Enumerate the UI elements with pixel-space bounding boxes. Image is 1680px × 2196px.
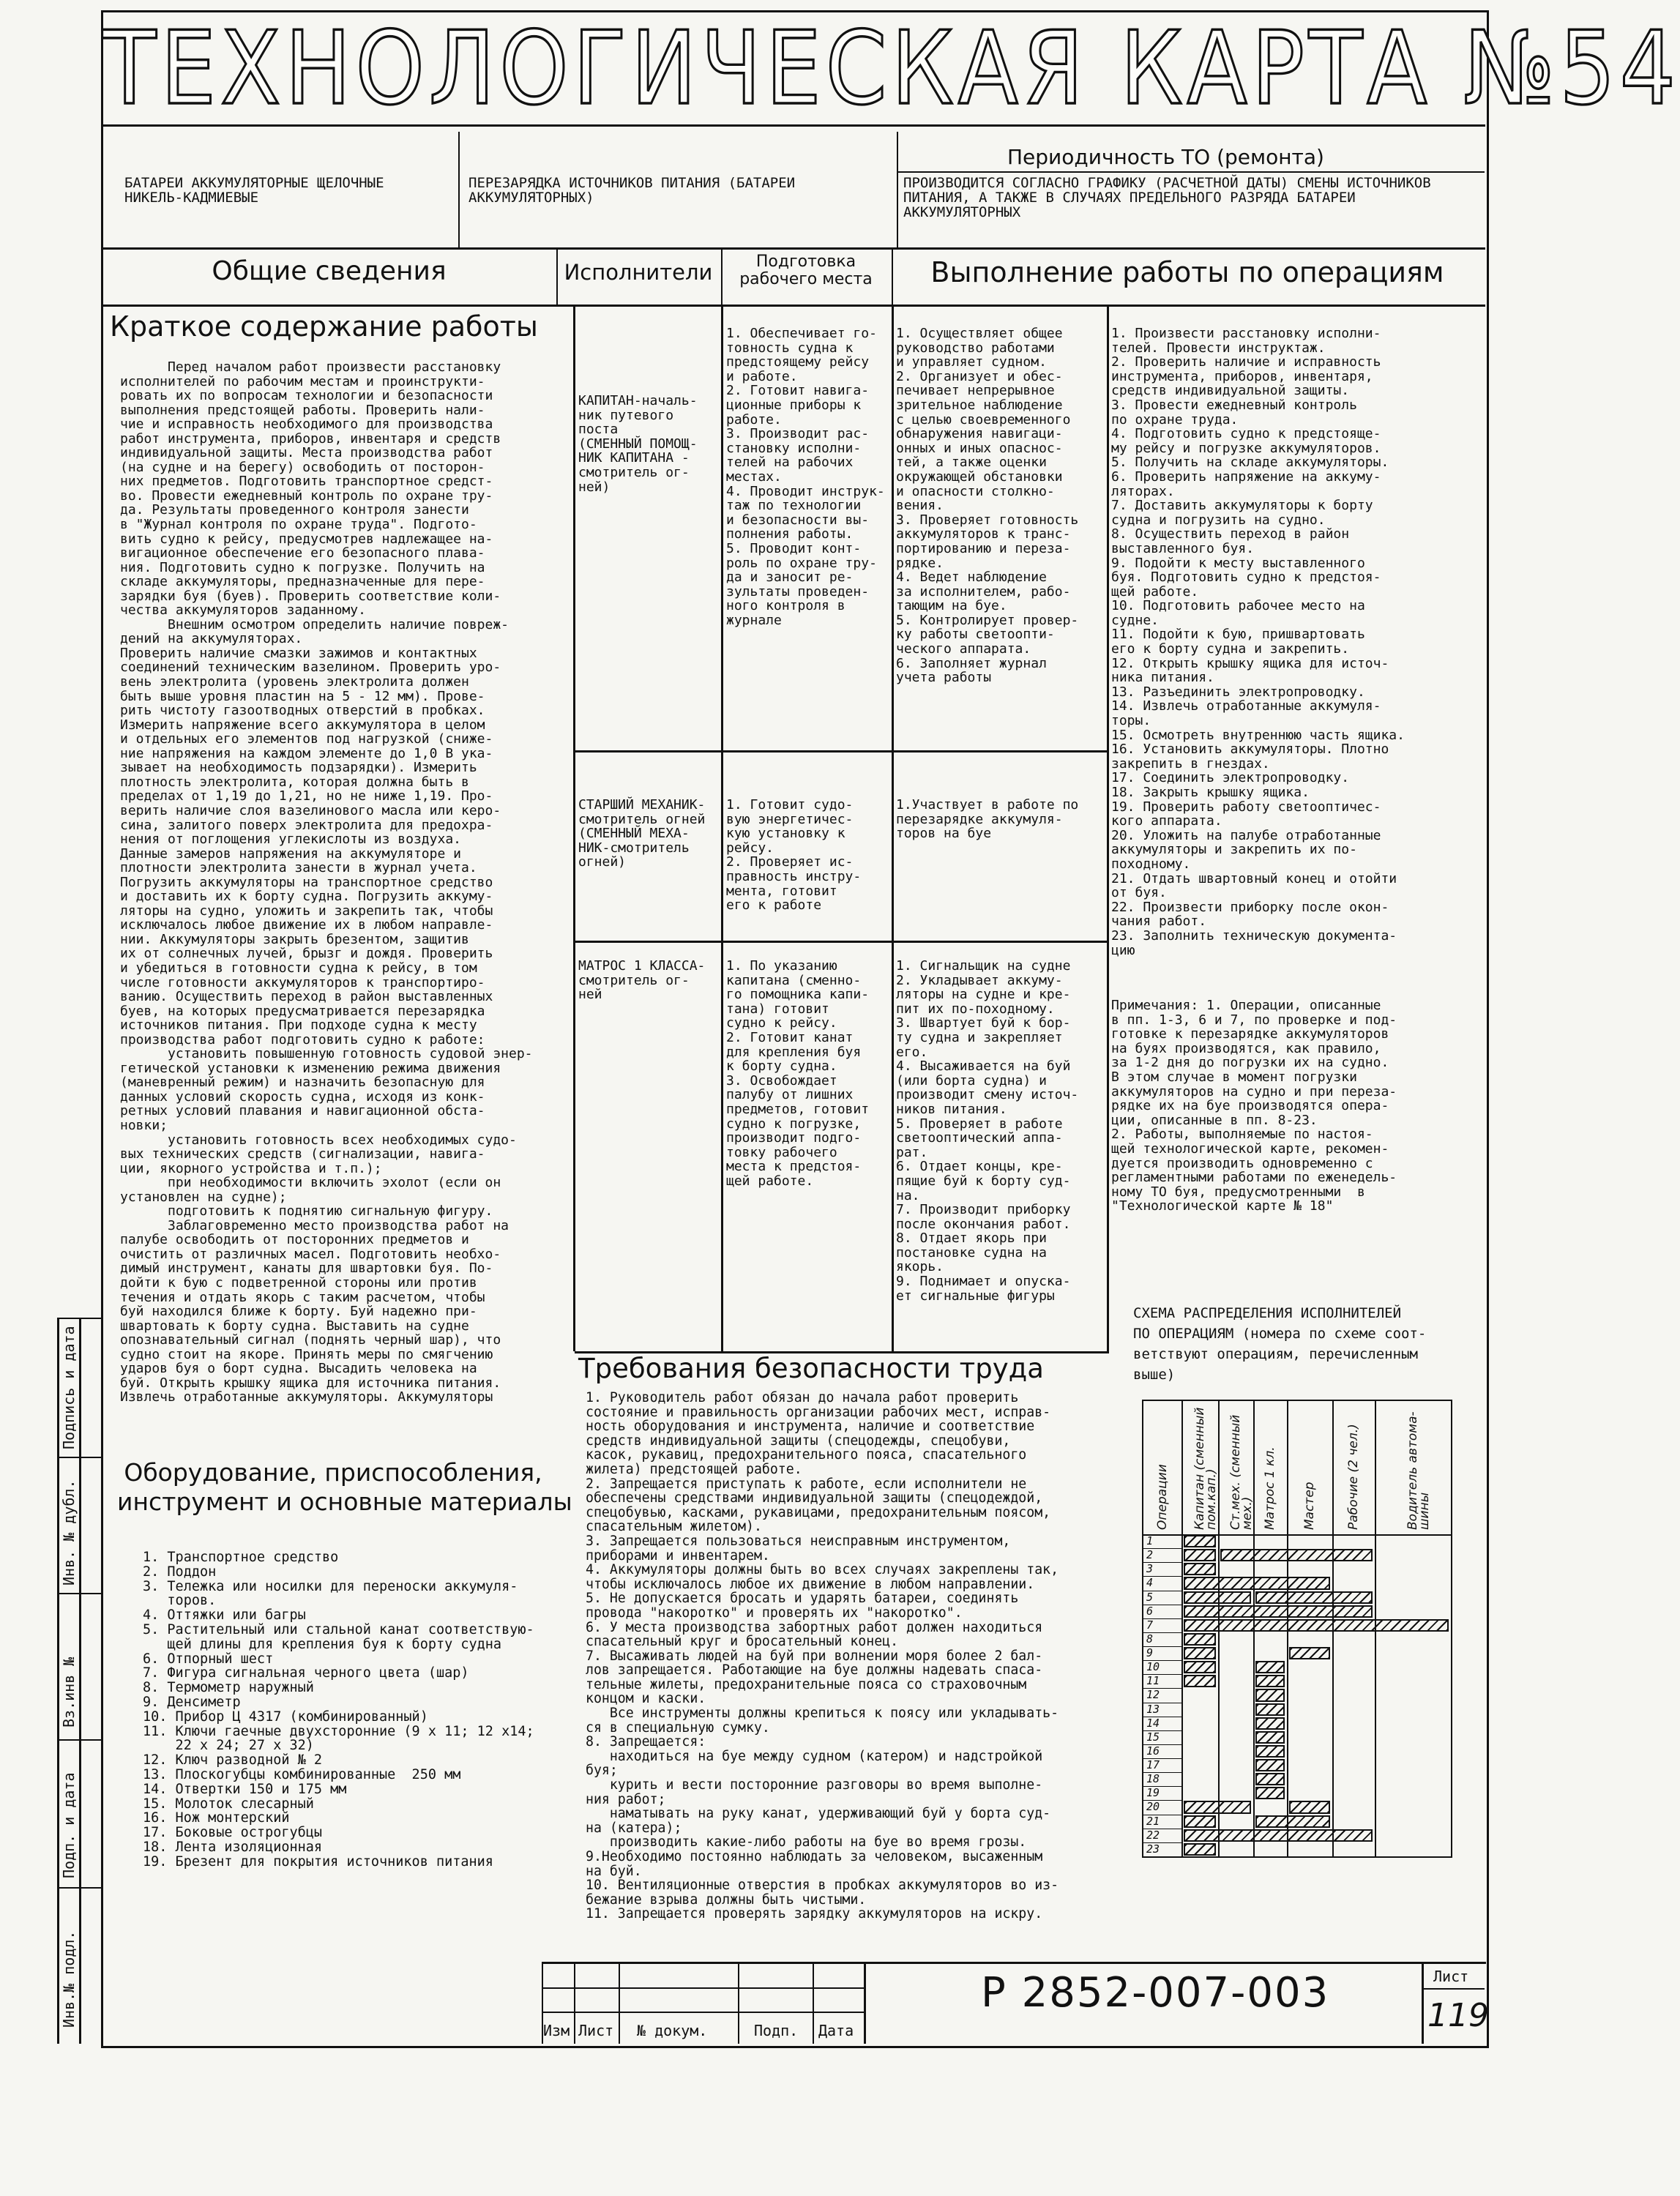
scheme-col-divider — [1181, 1401, 1183, 1856]
divider — [897, 132, 898, 247]
scheme-assignment-bar — [1184, 1829, 1373, 1842]
sheet-number: 119 — [1427, 1997, 1489, 2034]
scheme-row-number: 1 — [1146, 1534, 1154, 1547]
scheme-row-number: 12 — [1146, 1688, 1160, 1702]
scheme-assignment-bar — [1184, 1563, 1216, 1575]
scheme-assignment-bar — [1184, 1815, 1216, 1828]
scheme-assignment-bar — [1255, 1591, 1373, 1604]
divider — [619, 1962, 620, 2044]
scheme-assignment-bar — [1255, 1703, 1285, 1716]
operations-list: 1. Произвести расстановку исполни- телей. Провести инструктаж. 2. Проверить наличие и исправность инструмента, приборов, инвентаря, средств индивидуальной защиты. 3. Провести ежедневный контроль по охране труда. 4. Подготовить судно к предстояще- му рейсу и погрузке аккумуляторов. 5. Получить на складе аккумуляторы. 6. Проверить напряжение на аккуму- ляторах. 7. Доставить аккумуляторы к борту судна и погрузить на судно. 8. Осуществить переход в район выставленного буя. 9. Подойти к месту выставленного буя. Подготовить судно к предстоя- щей работе. 10. Подготовить рабочее место на судне. 11. Подойти к бую, пришвартовать его к борту судна и закрепить. 12. Открыть крышку ящика для источ- ника питания. 13. Разъединить электропроводку. 14. Извлечь отработанные аккумуля- торы. 15. Осмотреть внутреннюю часть ящика. 16. Установить аккумуляторы. Плотно закрепить в гнездах. 17. Соединить электропроводку. 18. Закрыть крышку ящика. 19. Проверить работу светооптичес- кого аппарата. 20. Уложить на палубе отработанные аккумуляторы и закрепить их по- походному. 21. Отдать швартовный конец и отойти от буя. 22. Произвести приборку после окон- чания работ. 23. Заполнить техническую документа- цию — [1111, 326, 1405, 958]
scheme-col-header: Мастер — [1302, 1482, 1317, 1530]
divider — [57, 1887, 102, 1889]
scheme-row-number: 14 — [1146, 1716, 1160, 1730]
scheme-row-number: 2 — [1146, 1548, 1154, 1562]
scheme-row-number: 11 — [1146, 1674, 1160, 1688]
scheme-row-number: 16 — [1146, 1744, 1160, 1758]
scheme-row-number: 13 — [1146, 1702, 1160, 1716]
stamp-col-date: Дата — [818, 2022, 854, 2039]
scheme-assignment-bar — [1184, 1535, 1216, 1547]
divider — [542, 1962, 1486, 1964]
scheme-assignment-bar — [1255, 1675, 1285, 1687]
scheme-assignment-bar — [1184, 1619, 1449, 1632]
scheme-assignment-bar — [1255, 1759, 1285, 1771]
divider — [897, 171, 1485, 173]
header-object: БАТАРЕИ АККУМУЛЯТОРНЫЕ ЩЕЛОЧНЫЕ НИКЕЛЬ-КАДМИЕВЫЕ — [124, 175, 384, 206]
scheme-assignment-bar — [1255, 1731, 1285, 1744]
divider — [738, 1962, 739, 2044]
doc-code: Р 2852-007-003 — [981, 1969, 1330, 2017]
divider — [102, 305, 1485, 307]
scheme-assignment-bar — [1184, 1801, 1251, 1813]
exec-captain: 1. Осуществляет общее руководство работами и управляет судном. 2. Организует и обес- печивает непрерывное зрительное наблюдение с целью своевременного обнаружения навигаци- онных и иных опаснос- тей, а также оценки окружающей обстановки и опасности столкно- вения. 3. Проверяет готовность аккумуляторов к транс- портированию и переза- рядке. 4. Ведет наблюдение за исполнителем, рабо- тающим на буе. 5. Контролирует провер- ку работы светоопти- ческого аппарата. 6. Заполняет журнал учета работы — [896, 326, 1079, 686]
scheme-assignment-bar — [1255, 1773, 1285, 1785]
divider — [575, 750, 1108, 752]
scheme-assignment-bar — [1255, 1815, 1330, 1828]
scheme-row-divider — [1143, 1856, 1181, 1857]
scheme-row-number: 21 — [1146, 1814, 1160, 1828]
divider — [542, 1987, 864, 1989]
margin-label-sign-date: Подп. и дата — [60, 1772, 78, 1878]
divider — [864, 1962, 866, 2044]
scheme-assignment-bar — [1184, 1577, 1330, 1589]
scheme-row-number: 10 — [1146, 1660, 1160, 1674]
scheme-assignment-bar — [1255, 1689, 1285, 1701]
scheme-row-number: 20 — [1146, 1800, 1160, 1814]
divider — [1422, 1988, 1485, 1990]
col-header-general: Общие сведения — [212, 256, 447, 286]
col-header-execution: Выполнение работы по операциям — [930, 256, 1444, 288]
scheme-col-header: Операции — [1155, 1464, 1170, 1530]
page-title: ТЕХНОЛОГИЧЕСКАЯ КАРТА №54 — [102, 10, 1680, 128]
prep-mechanic: 1. Готовит судо- вую энергетичес- кую установку к рейсу. 2. Проверяет ис- правность инстру- мента, готовит его к работе — [726, 797, 862, 914]
summary-heading: Краткое содержание работы — [110, 310, 538, 343]
scheme-assignment-bar — [1255, 1661, 1285, 1673]
scheme-row-number: 15 — [1146, 1730, 1160, 1744]
scheme-assignment-bar — [1255, 1745, 1285, 1758]
col-header-prep: Подготовка рабочего места — [739, 253, 873, 288]
equipment-heading: Оборудование, приспособления, инструмент и основные материалы — [117, 1458, 572, 1516]
divider — [1107, 306, 1109, 1351]
divider — [721, 306, 723, 1351]
periodicity-label: Периодичность ТО (ремонта) — [1007, 145, 1324, 169]
divider — [57, 1739, 102, 1741]
scheme-assignment-bar — [1184, 1843, 1216, 1856]
exec-mechanic: 1.Участвует в работе по перезарядке аккумуля- торов на буе — [896, 797, 1079, 842]
divider — [573, 306, 575, 1351]
stamp-col-sign: Подп. — [754, 2022, 799, 2039]
margin-label-inv-orig: Инв.№ подл. — [60, 1930, 78, 2028]
margin-label-vz-inv: Вз.инв № — [60, 1657, 78, 1728]
title-area — [102, 10, 1680, 128]
operations-notes: Примечания: 1. Операции, описанные в пп. 1-3, 6 и 7, по проверке и под- готовке к перезарядке аккумуляторов на буях производятся, как правило, за 1-2 дня до погрузки их на судно. В этом случае в момент погрузки аккумуляторов на судно и при переза- рядке их на буе производятся опера- ции, описанные в пп. 8-23. 2. Работы, выполняемые по настоя- щей технологической карте, рекомен- дуется производить одновременно с регламентными работами по еженедель- ному ТО буя, предусмотренными в "Технологической карте № 18" — [1111, 998, 1397, 1214]
scheme-row-number: 3 — [1146, 1562, 1154, 1576]
stamp-col-doc: № докум. — [637, 2022, 708, 2039]
exec-sailor: 1. Сигнальщик на судне 2. Укладывает аккуму- ляторы на судне и кре- пит их по-походному. 3. Швартует буй к бор- ту судна и закрепляет его. 4. Высаживается на буй (или борта судна) и производит смену источ- ников питания. 5. Проверяет в работе светооптический аппа- рат. 6. Отдает концы, кре- пящие буй к борту суд- на. 7. Производит приборку после окончания работ. 8. Отдает якорь при постановке судна на якорь. 9. Поднимает и опуска- ет сигнальные фигуры — [896, 958, 1079, 1304]
divider — [542, 2012, 864, 2013]
scheme-col-header: Водитель автома-шины — [1405, 1411, 1432, 1530]
margin-label-signature: Подпись и дата — [60, 1326, 78, 1449]
header-periodicity: ПРОИЗВОДИТСЯ СОГЛАСНО ГРАФИКУ (РАСЧЕТНОЙ ДАТЫ) СМЕНЫ ИСТОЧНИКОВ ПИТАНИЯ, А ТАКЖЕ В СЛУЧАЯХ ПРЕДЕЛЬНОГО РАЗРЯДА БАТАРЕИ АККУМУЛЯТОРНЫХ — [903, 175, 1431, 220]
scheme-col-header: Ст.мех. (сменный мех.) — [1228, 1414, 1255, 1530]
divider — [575, 941, 1108, 943]
divider — [57, 1318, 102, 1319]
divider — [102, 247, 1485, 250]
scheme-assignment-bar — [1184, 1549, 1216, 1561]
scheme-title: СХЕМА РАСПРЕДЕЛЕНИЯ ИСПОЛНИТЕЛЕЙ ПО ОПЕРАЦИЯМ (номера по схеме соот- ветствуют операциям, перечисленным выше) — [1133, 1305, 1427, 1383]
scheme-row-number: 6 — [1146, 1604, 1154, 1618]
divider — [57, 1318, 59, 2044]
executor-mechanic: СТАРШИЙ МЕХАНИК- смотритель огней (СМЕННЫЙ МЕХА- НИК-смотритель огней) — [578, 797, 706, 870]
divider — [57, 1593, 102, 1594]
distribution-scheme — [1142, 1400, 1452, 1858]
stamp-col-list: Лист — [578, 2022, 614, 2039]
scheme-row-number: 19 — [1146, 1786, 1160, 1800]
scheme-assignment-bar — [1184, 1661, 1216, 1673]
divider — [813, 1962, 814, 2044]
divider — [574, 1962, 575, 2044]
scheme-assignment-bar — [1184, 1591, 1251, 1604]
scheme-row-number: 23 — [1146, 1842, 1160, 1856]
scheme-col-header: Рабочие (2 чел.) — [1346, 1424, 1361, 1530]
scheme-col-header: Капитан (сменный пом.кап.) — [1192, 1407, 1219, 1530]
executor-captain: КАПИТАН-началь- ник путевого поста (СМЕННЫЙ ПОМОЩ- НИК КАПИТАНА - смотритель ог- ней) — [578, 393, 698, 495]
scheme-row-number: 4 — [1146, 1576, 1154, 1590]
header-work: ПЕРЕЗАРЯДКА ИСТОЧНИКОВ ПИТАНИЯ (БАТАРЕИ АККУМУЛЯТОРНЫХ) — [468, 175, 796, 206]
scheme-row-number: 17 — [1146, 1758, 1160, 1772]
scheme-assignment-bar — [1184, 1675, 1216, 1687]
prep-captain: 1. Обеспечивает го- товность судна к предстоящему рейсу и работе. 2. Готовит навига- ционные приборы к работе. 3. Производит рас- становку исполни- телей на рабочих местах. 4. Проводит инструк- таж по технологии и безопасности вы- полнения работы. 5. Проводит конт- роль по охране тру- да и заносит ре- зультаты проведен- ного контроля в журнале — [726, 326, 885, 628]
scheme-assignment-bar — [1289, 1647, 1330, 1659]
scheme-row-number: 8 — [1146, 1632, 1154, 1646]
scheme-row-number: 22 — [1146, 1828, 1160, 1842]
divider — [79, 1318, 81, 2044]
safety-heading: Требования безопасности труда — [578, 1353, 1044, 1384]
scheme-assignment-bar — [1255, 1717, 1285, 1730]
equipment-text: 1. Транспортное средство 2. Поддон 3. Тележка или носилки для переноски аккумуля- торов. 4. Оттяжки или багры 5. Растительный или стальной канат соответствую- щей длины для крепления буя к борту судна 6. Отпорный шест 7. Фигура сигнальная черного цвета (шар) 8. Термометр наружный 9. Денсиметр 10. Прибор Ц 4317 (комбинированный) 11. Ключи гаечные двухсторонние (9 x 11; 12 x14; 22 x 24; 27 x 32) 12. Ключ разводной № 2 13. Плоскогубцы комбинированные 250 мм 14. Отвертки 150 и 175 мм 15. Молоток слесарный 16. Нож монтерский 17. Боковые острогубцы 18. Лента изоляционная 19. Брезент для покрытия источников питания — [143, 1550, 534, 1870]
divider — [892, 306, 894, 1351]
divider — [57, 1457, 102, 1458]
prep-sailor: 1. По указанию капитана (сменно- го помощника капи- тана) готовит судно к рейсу. 2. Готовит канат для крепления буя к борту судна. 3. Освобождает палубу от лишних предметов, готовит судно к погрузке, производит подго- товку рабочего места к предстоя- щей работе. — [726, 958, 870, 1189]
scheme-assignment-bar — [1184, 1633, 1216, 1646]
scheme-assignment-bar — [1184, 1647, 1216, 1659]
scheme-assignment-bar — [1220, 1549, 1373, 1561]
sheet-label: Лист — [1433, 1968, 1469, 1985]
divider — [102, 124, 1485, 127]
divider — [1422, 1962, 1424, 2044]
col-header-executors: Исполнители — [564, 260, 713, 285]
scheme-row-number: 9 — [1146, 1646, 1154, 1660]
executor-sailor: МАТРОС 1 КЛАССА- смотритель ог- ней — [578, 958, 706, 1003]
summary-text: Перед началом работ произвести расстановку исполнителей по рабочим местам и проинструкти- ровать их по вопросам технологии и безопасности выполнения предстоящей работы. Проверить нали- чие и исправность необходимого для производства работ инструмента, приборов, инвентаря и средств индивидуальной защиты. Места производства работ (на судне и на берегу) освободить от посторон- них предметов. Подготовить транспортное средст- во. Провести ежедневный контроль по охране тру- да. Результаты проведенного контроля занести в "Журнал контроля по охране труда". Подгото- вить судно к рейсу, предусмотрев надлежащее на- вигационное обеспечение его безопасного плава- ния. Подготовить судно к погрузке. Получить на складе аккумуляторы, предназначенные для пере- зарядки буя (буев). Проверить соответствие коли- чества аккумуляторов заданному. Внешним осмотром определить наличие повреж- дений на аккумуляторах. Проверить наличие смазки зажимов и контактных соединений техническим вазелином. Проверить уро- вень электролита (уровень электролита должен быть выше уровня пластин на 5 - 12 мм). Прове- рить чистоту газоотводных отверстий в пробках. Измерить напряжение всего аккумулятора в целом и отдельных его элементов под нагрузкой (сниже- ние напряжения на каждом элементе до 1,0 В ука- зывает на необходимость подзарядки). Измерить плотность электролита, которая должна быть в пределах от 1,19 до 1,21, но не ниже 1,19. Про- верить наличие слоя вазелинового масла или керо- сина, залитого поверх электролита для предохра- нения от поглощения углекислоты из воздуха. Данные замеров напряжения на аккумуляторе и плотности электролита занести в журнал учета. Погрузить аккумуляторы на транспортное средство и доставить их к борту судна. Погрузить аккуму- ляторы на судно, уложить и закрепить так, чтобы исключалось любое движение их в любом направле- нии. Аккумуляторы закрыть брезентом, защитив их от солнечных лучей, брызг и дождя. Проверить и убедиться в готовности судна к рейсу, в том числе готовности аккумуляторов к транспортиро- ванию. Осуществить переход в район выставленных буев, на которых предусматривается перезарядка источников питания. При подходе судна к месту производства работ подготовить судно к работе: установить повышенную готовность судовой энер- гетической установки к изменению режима движения (маневренный режим) и назначить безопасную для данных условий скорость судна, исходя из конк- ретных условий плавания и навигационной обста- новки; установить готовность всех необходимых судо- вых технических средств (сигнализации, навига- ции, якорного устройства и т.п.); при необходимости включить эхолот (если он установлен на судне); подготовить к поднятию сигнальную фигуру. Заблаговременно место производства работ на палубе освободить от посторонних предметов и очистить от различных масел. Подготовить необхо- димый инструмент, канаты для швартовки буя. По- дойти к бую с подветренной стороны или против течения и отдать якорь с таким расчетом, чтобы буй находился ближе к борту. Буй надежно при- швартовать к борту судна. Выставить на судне опознавательный сигнал (поднять черный шар), что судно стоит на якоре. Принять меры по смягчению ударов буя о борт судна. Высадить человека на буй. Открыть крышку ящика для источника питания. Извлечь отработанные аккумуляторы. Аккумуляторы — [120, 359, 533, 1405]
safety-text: 1. Руководитель работ обязан до начала работ проверить состояние и правильность организации рабочих мест, исправ- ность оборудования и инструмента, наличие и соответствие средств индивидуальной защиты (спецодежды, спецобуви, касок, рукавиц, предохранительного пояса, спасательного жилета) предстоящей работе. 2. Запрещается приступать к работе, если исполнители не обеспечены средствами индивидуальной защиты (спецодеждой, спецобувью, касками, рукавицами, предохранительным поясом, спасательным жилетом). 3. Запрещается пользоваться неисправным инструментом, приборами и инвентарем. 4. Аккумуляторы должны быть во всех случаях закреплены так, чтобы исключалось любое их движение в любом направлении. 5. Не допускается бросать и ударять батареи, соединять провода "накоротко" и проверять их "накоротко". 6. У места производства забортных работ должен находиться спасательный круг и бросательный конец. 7. Высаживать людей на буй при волнении моря более 2 бал- лов запрещается. Работающие на буе должны надевать спаса- тельные жилеты, предохранительные пояса со страховочным концом и каски. Все инструменты должны крепиться к поясу или укладывать- ся в специальную сумку. 8. Запрещается: находиться на буе между судном (катером) и надстройкой буя; курить и вести посторонние разговоры во время выполне- ния работ; наматывать на руку канат, удерживающий буй у борта суд- на (катера); производить какие-либо работы на буе во время грозы. 9.Необходимо постоянно наблюдать за человеком, высаженным на буй. 10. Вентиляционные отверстия в пробках аккумуляторов во из- бежание взрыва должны быть чистыми. 11. Запрещается проверять зарядку аккумуляторов на искру. — [586, 1390, 1059, 1922]
scheme-assignment-bar — [1289, 1801, 1330, 1813]
margin-label-inv-dubl: Инв. № дубл. — [60, 1479, 78, 1586]
divider — [458, 132, 460, 247]
scheme-assignment-bar — [1184, 1605, 1373, 1618]
scheme-col-header: Матрос 1 кл. — [1263, 1446, 1277, 1530]
stamp-col-izm: Изм — [543, 2022, 570, 2039]
divider — [892, 249, 893, 305]
scheme-row-number: 18 — [1146, 1772, 1160, 1786]
scheme-assignment-bar — [1255, 1787, 1285, 1799]
scheme-row-number: 7 — [1146, 1618, 1154, 1632]
scheme-row-number: 5 — [1146, 1590, 1154, 1604]
